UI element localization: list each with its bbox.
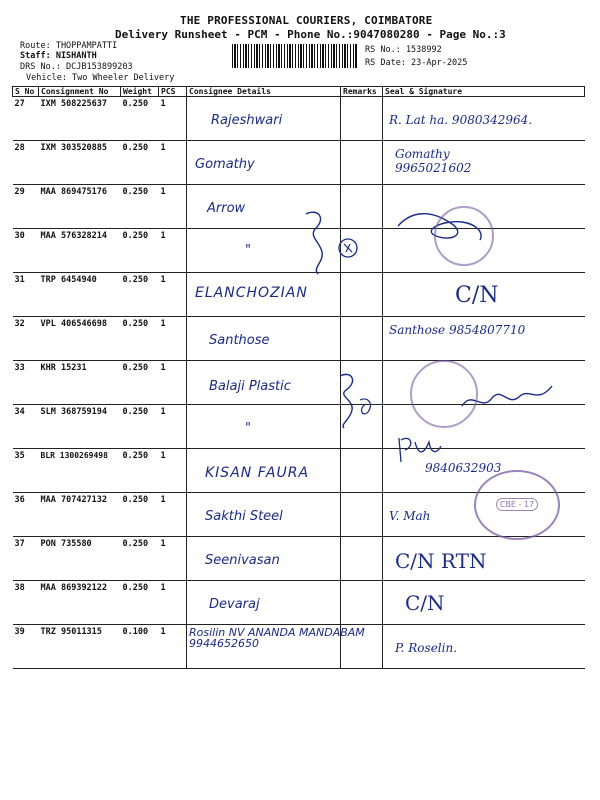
row-weight: 0.250 [121, 537, 159, 581]
consignee-handwriting: Balaji Plastic [209, 379, 291, 394]
row-consignment: MAA 707427132 [39, 493, 121, 537]
row-weight: 0.250 [121, 273, 159, 317]
row-sno: 35 [13, 449, 39, 493]
row-sno: 30 [13, 229, 39, 273]
ditto-scribble [330, 370, 380, 430]
stamp-seal [434, 206, 494, 266]
barcode [232, 44, 357, 68]
row-consignee [187, 317, 341, 361]
row-sno: 37 [13, 537, 39, 581]
consignee-handwriting: Gomathy [195, 157, 255, 172]
row-pcs: 1 [159, 493, 187, 537]
row-remarks [341, 141, 383, 185]
row-consignment: MAA 576328214 [39, 229, 121, 273]
row-weight: 0.250 [121, 185, 159, 229]
stamp-text: CBE - 17 [496, 498, 538, 511]
row-sno: 39 [13, 625, 39, 669]
col-sno: S No [13, 87, 39, 97]
row-sno: 38 [13, 581, 39, 625]
row-sno: 27 [13, 97, 39, 141]
row-consignment: VPL 406546698 [39, 317, 121, 361]
ditto-scribble [298, 208, 368, 278]
table-header-row [13, 87, 585, 97]
row-remarks [341, 273, 383, 317]
row-pcs: 1 [159, 317, 187, 361]
row-signature [383, 581, 585, 625]
consignee-handwriting: KISAN FAURA [205, 465, 310, 481]
table-row [13, 537, 585, 581]
row-sno: 29 [13, 185, 39, 229]
col-pcs: PCS [159, 87, 187, 97]
consignee-handwriting: Arrow [207, 201, 246, 216]
drs-label: DRS No.: DCJB153899203 [20, 62, 133, 72]
signature-handwriting: V. Mah [389, 509, 431, 523]
row-weight: 0.250 [121, 405, 159, 449]
row-pcs: 1 [159, 625, 187, 669]
row-signature [383, 537, 585, 581]
row-consignment: KHR 15231 [39, 361, 121, 405]
rs-date-label: RS Date: 23-Apr-2025 [365, 58, 468, 68]
signature-handwriting: 9840632903 [425, 461, 502, 475]
row-consignment: SLM 368759194 [39, 405, 121, 449]
consignee-handwriting: Sakthi Steel [205, 509, 283, 524]
consignee-handwriting: Rosilin NV ANANDA MANDABAM 9944652650 [189, 626, 365, 650]
row-pcs: 1 [159, 449, 187, 493]
row-consignee [187, 273, 341, 317]
row-consignment: TRZ 95011315 [39, 625, 121, 669]
table-row [13, 141, 585, 185]
row-weight: 0.250 [121, 97, 159, 141]
row-weight: 0.250 [121, 493, 159, 537]
row-signature [383, 625, 585, 669]
consignee-handwriting: Rajeshwari [211, 113, 283, 128]
row-pcs: 1 [159, 361, 187, 405]
row-sno: 34 [13, 405, 39, 449]
staff-label: Staff: NISHANTH [20, 51, 97, 61]
row-sno: 32 [13, 317, 39, 361]
table-row [13, 317, 585, 361]
table-row [13, 581, 585, 625]
signature-handwriting: C/N [405, 591, 445, 615]
runsheet-subtitle: Delivery Runsheet - PCM - Phone No.:9047080280 - Page No.:3 [115, 28, 506, 41]
route-label: Route: THOPPAMPATTI [20, 41, 118, 51]
signature-handwriting: Santhose 9854807710 [389, 323, 526, 337]
row-pcs: 1 [159, 537, 187, 581]
consignee-handwriting: Santhose [209, 333, 270, 348]
row-consignee [187, 537, 341, 581]
row-pcs: 1 [159, 185, 187, 229]
row-signature [383, 317, 585, 361]
row-consignee [187, 449, 341, 493]
row-weight: 0.250 [121, 141, 159, 185]
rs-no-label: RS No.: 1538992 [365, 45, 442, 55]
row-signature [383, 141, 585, 185]
row-consignee [187, 493, 341, 537]
col-consignment: Consignment No [39, 87, 121, 97]
row-consignee [187, 141, 341, 185]
consignee-handwriting: Devaraj [209, 597, 260, 612]
row-consignment: MAA 869475176 [39, 185, 121, 229]
signature-scribble [395, 432, 445, 466]
row-sno: 33 [13, 361, 39, 405]
row-sno: 28 [13, 141, 39, 185]
signature-handwriting: C/N RTN [395, 549, 487, 573]
row-weight: 0.250 [121, 229, 159, 273]
row-consignment: IXM 303520885 [39, 141, 121, 185]
consignee-handwriting: " [245, 243, 251, 258]
row-pcs: 1 [159, 141, 187, 185]
stamp-seal [410, 360, 478, 428]
row-pcs: 1 [159, 405, 187, 449]
row-consignee [187, 625, 365, 669]
stamp-seal [474, 470, 560, 540]
col-remarks: Remarks [341, 87, 383, 97]
row-weight: 0.100 [121, 625, 159, 669]
row-consignment: IXM 508225637 [39, 97, 121, 141]
consignee-handwriting: " [245, 421, 251, 436]
table-row [13, 273, 585, 317]
row-weight: 0.250 [121, 581, 159, 625]
row-pcs: 1 [159, 273, 187, 317]
signature-handwriting: P. Roselin. [395, 641, 458, 655]
row-consignment: PON 735580 [39, 537, 121, 581]
signature-handwriting: Gomathy 9965021602 [395, 147, 472, 175]
row-weight: 0.250 [121, 361, 159, 405]
row-consignment: MAA 869392122 [39, 581, 121, 625]
row-sno: 36 [13, 493, 39, 537]
row-signature [383, 273, 585, 317]
row-consignee [187, 361, 341, 405]
row-consignee [187, 97, 341, 141]
col-consignee: Consignee Details [187, 87, 341, 97]
consignee-handwriting: ELANCHOZIAN [195, 285, 308, 301]
consignee-handwriting: Seenivasan [205, 553, 280, 568]
row-consignee [187, 581, 341, 625]
col-weight: Weight [121, 87, 159, 97]
row-sno: 31 [13, 273, 39, 317]
row-pcs: 1 [159, 229, 187, 273]
row-weight: 0.250 [121, 449, 159, 493]
row-pcs: 1 [159, 97, 187, 141]
row-weight: 0.250 [121, 317, 159, 361]
row-pcs: 1 [159, 581, 187, 625]
table-row [13, 625, 585, 669]
row-signature [383, 97, 585, 141]
signature-handwriting: C/N [455, 283, 499, 308]
vehicle-label: Vehicle: Two Wheeler Delivery [26, 73, 175, 83]
signature-handwriting: R. Lat ha. 9080342964. [389, 113, 533, 127]
col-signature: Seal & Signature [383, 87, 585, 97]
company-title: THE PROFESSIONAL COURIERS, COIMBATORE [180, 14, 433, 27]
row-consignee [187, 405, 341, 449]
row-consignment: TRP 6454940 [39, 273, 121, 317]
table-row [13, 97, 585, 141]
row-consignment: BLR 1300269498 [39, 449, 121, 493]
